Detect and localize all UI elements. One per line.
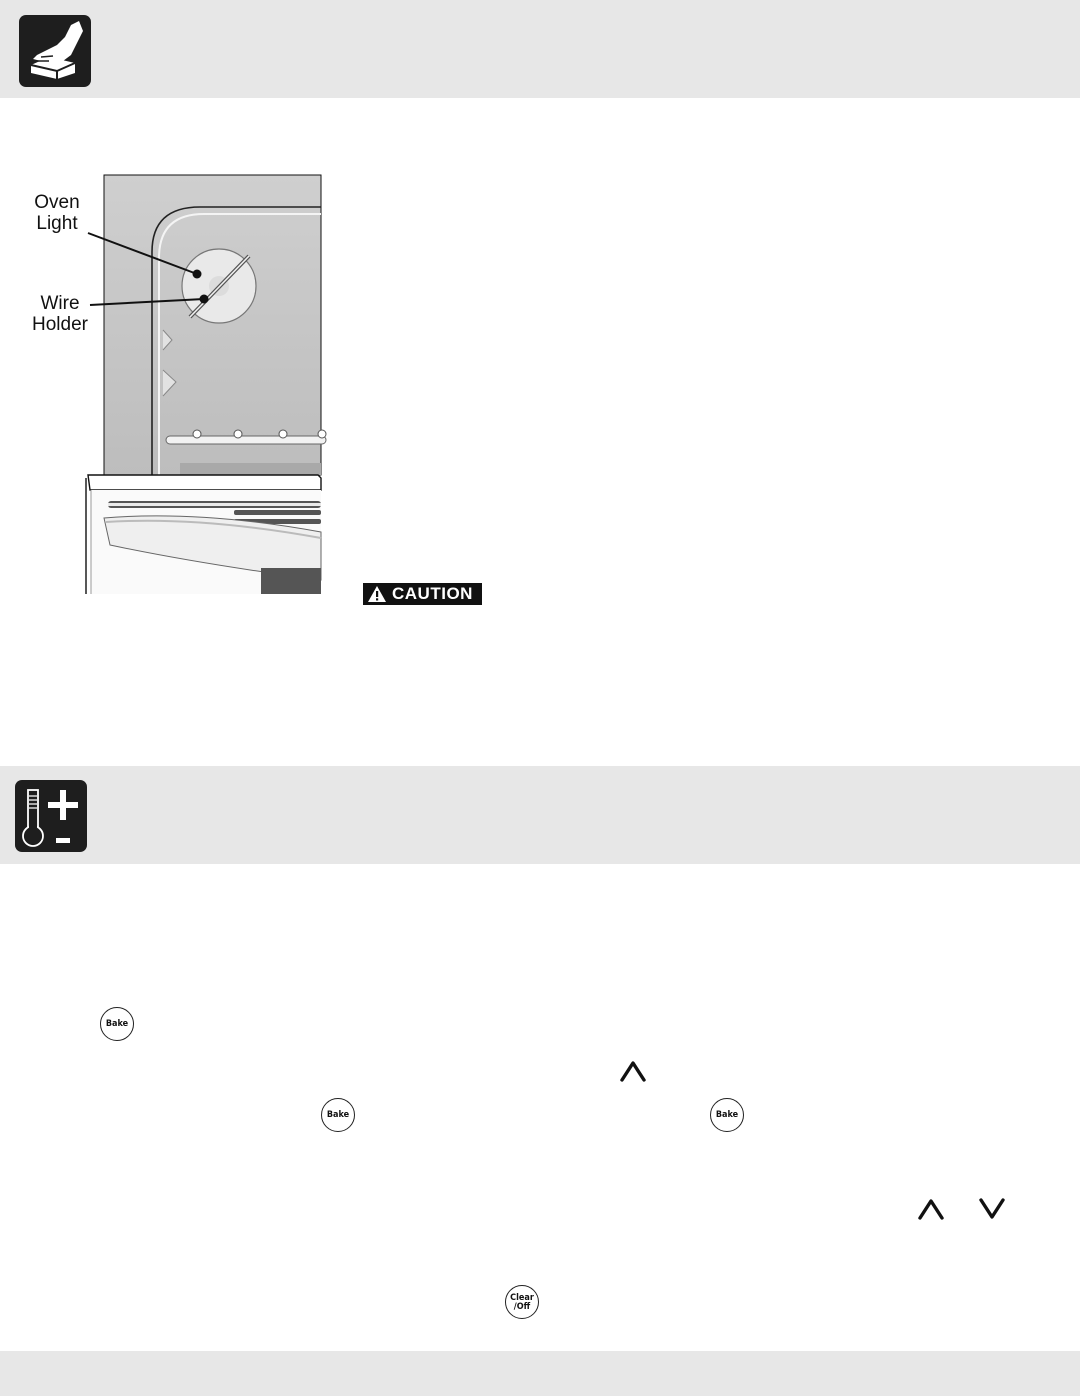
wire-holder-label: Wire Holder <box>32 293 88 335</box>
up-arrow-icon <box>618 1058 648 1084</box>
down-arrow-icon <box>977 1196 1007 1222</box>
care-section-header <box>0 0 1080 98</box>
thermometer-plus-minus-icon <box>15 780 87 852</box>
bottom-section-header <box>0 1351 1080 1396</box>
oven-light-label: Oven Light <box>34 192 80 234</box>
bake-key-icon: Bake <box>710 1098 744 1132</box>
warning-triangle-icon <box>367 585 387 603</box>
temperature-section-header <box>0 766 1080 864</box>
caution-badge <box>363 583 482 605</box>
clear-off-key-icon: Clear /Off <box>505 1285 539 1319</box>
hand-cleaning-icon <box>19 15 91 87</box>
up-arrow-icon <box>916 1196 946 1222</box>
bake-key-icon: Bake <box>100 1007 134 1041</box>
bake-key-icon: Bake <box>321 1098 355 1132</box>
caution-label: CAUTION <box>392 584 473 603</box>
